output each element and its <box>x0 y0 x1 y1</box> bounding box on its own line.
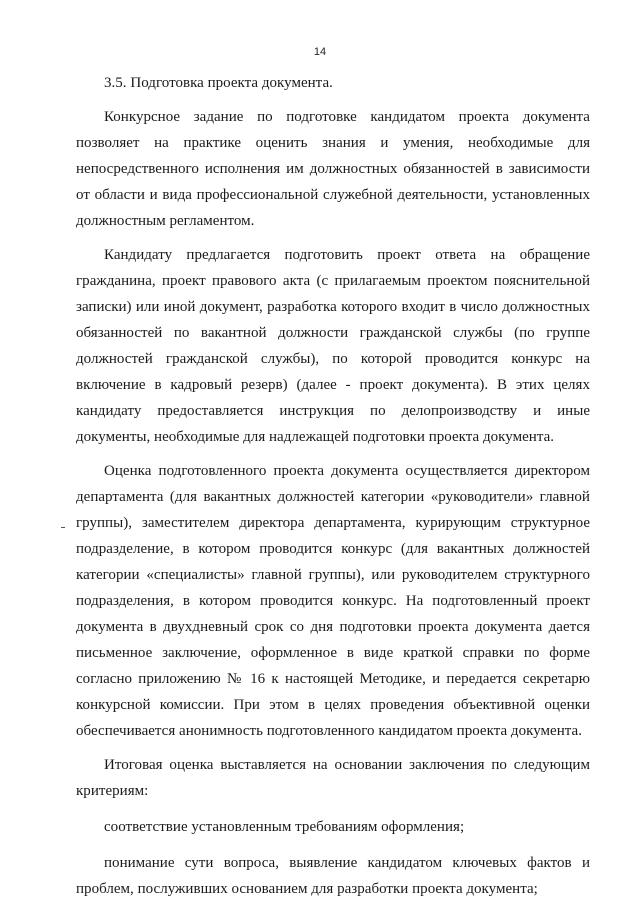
margin-mark <box>61 527 65 528</box>
section-heading: 3.5. Подготовка проекта документа. <box>104 75 333 91</box>
paragraph-evaluation: Оценка подготовленного проекта документа осуществляется директором департамента (для вакантных должностей категории «руководители» главной группы), заместителем директора департамента, курирующим структурное подразделение, в котором проводится конкурс (для вакантных должностей категории «специалисты» главной группы), или руководителем структурного подразделения, в котором проводится конкурс. На подготовленный проект документа в двухдневный срок со дня подготовки проекта документа дается письменное заключение, оформленное в виде краткой справки по форме согласно приложению № 16 к настоящей Методике, и передается секретарю конкурсной комиссии. При этом в целях проведения объективной оценки обеспечивается анонимность подготовленного кандидатом проекта документа. <box>76 463 590 739</box>
criterion-item: понимание сути вопроса, выявление кандидатом ключевых фактов и проблем, послуживших основанием для разработки проекта документа; <box>76 855 590 897</box>
paragraph-criteria-intro: Итоговая оценка выставляется на основании заключения по следующим критериям: <box>76 757 590 799</box>
paragraph-task: Кандидату предлагается подготовить проект ответа на обращение гражданина, проект правового акта (с прилагаемым проектом пояснительной записки) или иной документ, разработка которого входит в число должностных обязанностей по вакантной должности гражданской службы (по группе должностей гражданской службы), по которой проводится конкурс на включение в кадровый резерв) (далее - проект документа). В этих целях кандидату предоставляется инструкция по делопроизводству и иные документы, необходимые для надлежащей подготовки проекта документа. <box>76 247 590 445</box>
criterion-item: соответствие установленным требованиям оформления; <box>104 819 465 835</box>
page-number: 14 <box>313 46 327 58</box>
document-body <box>76 70 590 902</box>
paragraph-purpose: Конкурсное задание по подготовке кандидатом проекта документа позволяет на практике оценить знания и умения, необходимые для непосредственного исполнения им должностных обязанностей в зависимости от области и вида профессиональной служебной деятельности, установленных должностным регламентом. <box>76 109 590 229</box>
